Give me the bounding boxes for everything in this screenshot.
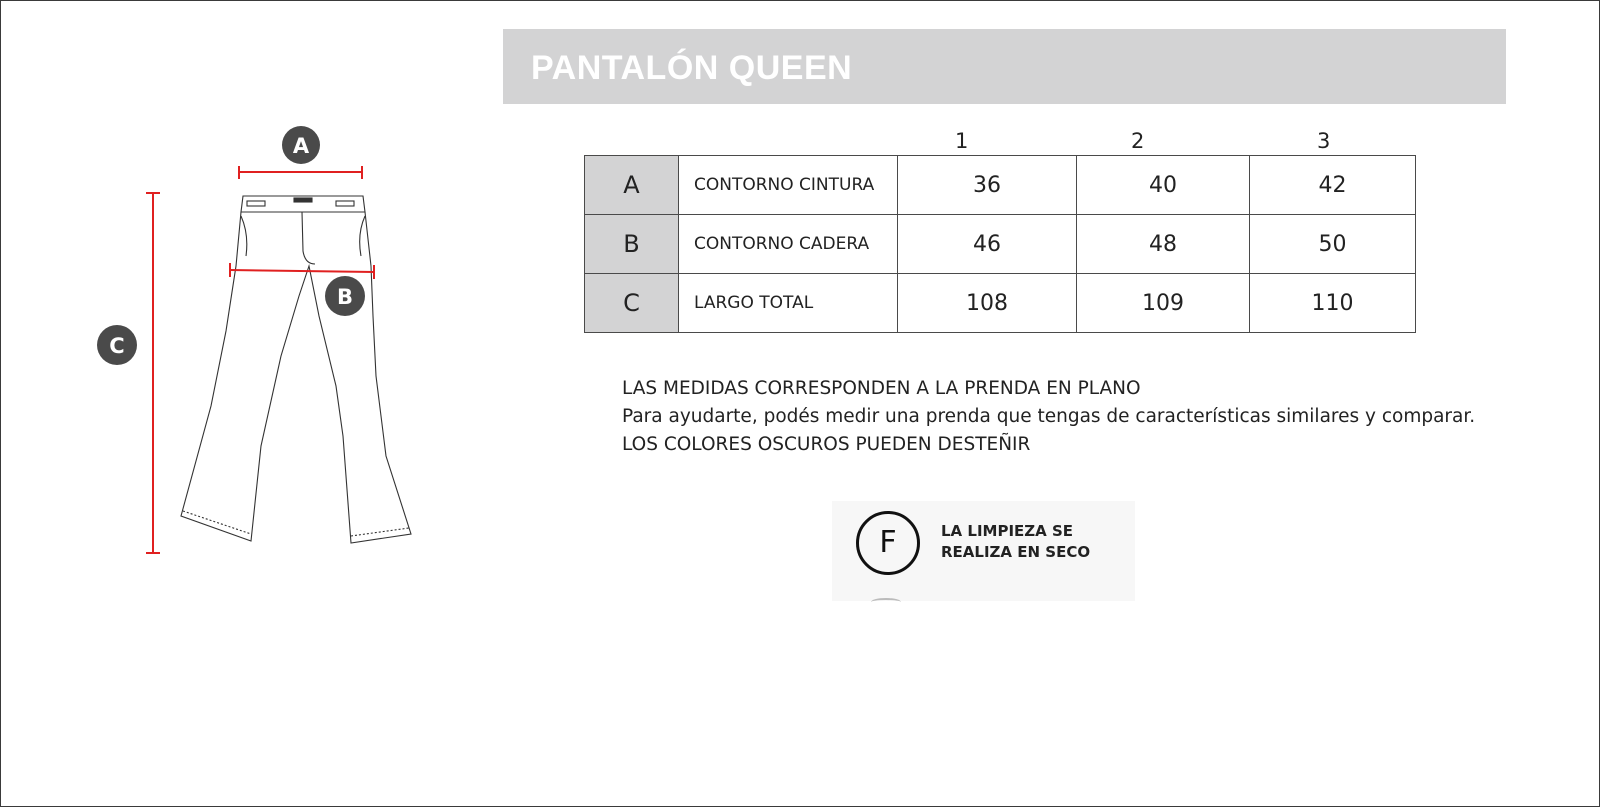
value-cell: 36 xyxy=(898,156,1077,215)
fly-stitch xyxy=(302,212,315,264)
value-cell: 109 xyxy=(1077,274,1250,333)
size-header-1: 1 xyxy=(955,129,969,153)
marker-b xyxy=(325,276,365,316)
dry-clean-icon: F xyxy=(856,511,920,575)
size-header-3: 3 xyxy=(1317,129,1331,153)
page-title: PANTALÓN QUEEN xyxy=(531,49,853,87)
hem-left xyxy=(183,511,251,534)
value-cell: 110 xyxy=(1250,274,1416,333)
table-row xyxy=(585,156,1416,215)
table-row xyxy=(585,274,1416,333)
hem-right xyxy=(351,528,409,536)
marker-a xyxy=(282,126,320,164)
note-line: Para ayudarte, podés medir una prenda que tengas de características similares y comparar. xyxy=(622,406,1476,427)
care-text-line: REALIZA EN SECO xyxy=(941,543,1091,561)
care-text xyxy=(941,521,1090,563)
svg-text:C: C xyxy=(109,334,125,358)
row-letter: C xyxy=(585,274,679,333)
care-instruction xyxy=(832,501,1135,601)
row-label: LARGO TOTAL xyxy=(679,274,898,333)
partial-icon xyxy=(871,598,901,606)
pocket-right xyxy=(360,216,365,256)
notes-block xyxy=(622,375,1475,459)
pants-outline xyxy=(181,212,411,543)
table-row xyxy=(585,215,1416,274)
marker-c xyxy=(97,325,137,365)
svg-text:B: B xyxy=(336,285,354,309)
measure-line-b xyxy=(230,270,374,272)
value-cell: 40 xyxy=(1077,156,1250,215)
measurements-table xyxy=(584,155,1416,333)
row-letter: A xyxy=(585,156,679,215)
svg-text:A: A xyxy=(292,134,310,158)
row-label: CONTORNO CADERA xyxy=(679,215,898,274)
note-line: LOS COLORES OSCUROS PUEDEN DESTEÑIR xyxy=(622,434,1031,455)
value-cell: 42 xyxy=(1250,156,1416,215)
row-label: CONTORNO CINTURA xyxy=(679,156,898,215)
label-patch xyxy=(294,198,312,202)
value-cell: 108 xyxy=(898,274,1077,333)
care-text-line: LA LIMPIEZA SE xyxy=(941,522,1074,540)
pocket-left xyxy=(241,216,247,256)
value-cell: 50 xyxy=(1250,215,1416,274)
belt-detail-right xyxy=(336,201,354,206)
value-cell: 46 xyxy=(898,215,1077,274)
belt-detail-left xyxy=(247,201,265,206)
value-cell: 48 xyxy=(1077,215,1250,274)
note-line: LAS MEDIDAS CORRESPONDEN A LA PRENDA EN PLANO xyxy=(622,378,1141,399)
size-header-2: 2 xyxy=(1131,129,1145,153)
row-letter: B xyxy=(585,215,679,274)
pants-diagram xyxy=(81,116,481,566)
title-bar xyxy=(503,29,1506,104)
